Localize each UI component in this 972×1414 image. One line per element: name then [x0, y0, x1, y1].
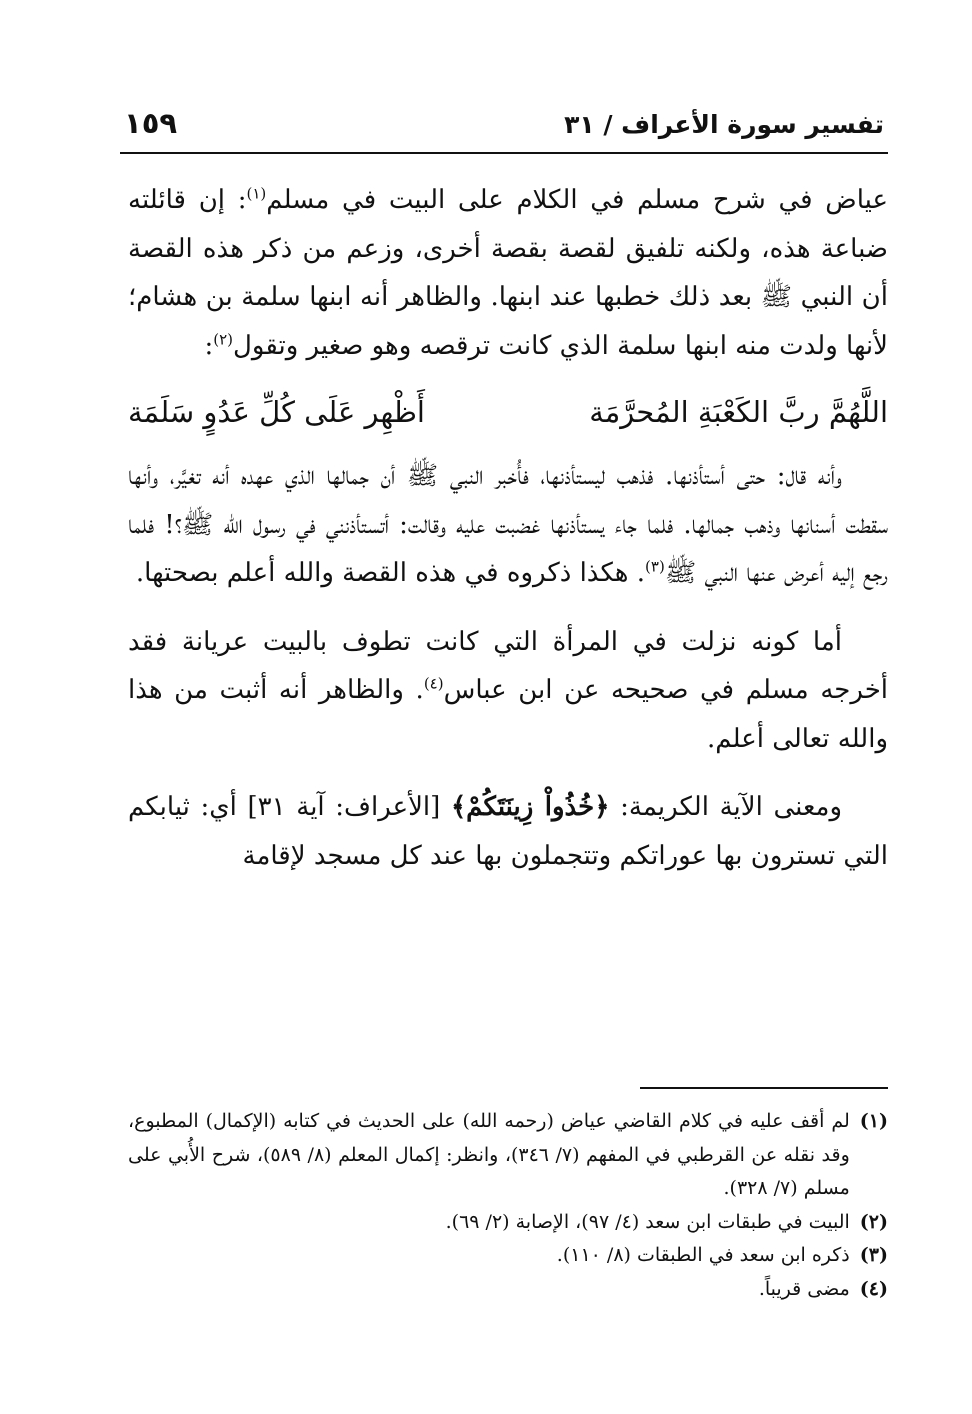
footnote	[128, 1105, 888, 1206]
p3-text-a: أما كونه نزلت في المرأة التي كانت تطوف بالبيت عريانة فقد أخرجه مسلم في صحيحه عن ابن عباس	[128, 626, 888, 705]
paragraph-4	[128, 783, 888, 880]
quran-quote: ﴿خُذُواْ زِينَتَكُمْ﴾	[450, 792, 610, 822]
footnote	[128, 1206, 888, 1240]
p4-text-a: ومعنى الآية الكريمة:	[609, 792, 842, 822]
footnote-ref-1: (١)	[246, 184, 267, 203]
footnote-number: (٤)	[859, 1277, 888, 1300]
footnote-number: (٢)	[859, 1210, 888, 1233]
footnote-text: لم أقف عليه في كلام القاضي عياض (رحمه الله) على الحديث في كتابه (الإكمال) المطبوع، وقد نقله عن القرطبي في المفهم (٧/ ٣٤٦)، وانظر: إكمال المعلم (٨/ ٥٨٩)، شرح الأُبي على مسلم (٧/ ٣٢٨).	[128, 1110, 850, 1199]
footnote-number: (١)	[859, 1110, 888, 1132]
p1-text-a: عياض في شرح مسلم في الكلام على البيت في مسلم	[266, 185, 888, 215]
footnote-ref-3: (٣)	[645, 557, 665, 576]
footnote-text: البيت في طبقات ابن سعد (٤/ ٩٧)، الإصابة (٢/ ٦٩).	[445, 1210, 850, 1233]
footnote-number: (٣)	[859, 1244, 888, 1266]
poetry-verse	[128, 390, 888, 434]
verse-second-hemistich: أَظْهِر عَلَى كُلِّ عَدُوٍ سَلَمَة	[128, 395, 425, 429]
p3-text-b: . والظاهر أنه أثبت من هذا والله تعالى أعلم.	[128, 675, 888, 754]
footnote-ref-2: (٢)	[213, 329, 233, 348]
footnote-ref-4: (٤)	[423, 674, 444, 693]
footnote	[128, 1239, 888, 1273]
page-header	[120, 100, 888, 154]
p4-text-b: [الأعراف: آية ٣١] أي: ثيابكم التي تسترون بها عوراتكم وتتجملون بها عند كل مسجد لإقامة	[128, 792, 888, 871]
footnotes	[128, 1105, 888, 1306]
paragraph-1	[128, 176, 888, 370]
paragraph-3	[128, 618, 888, 764]
p1-text-c: :	[204, 330, 214, 361]
page-number: ١٥٩	[124, 106, 178, 140]
paragraph-2	[128, 452, 888, 598]
footnote-separator	[640, 1087, 888, 1089]
verse-first-hemistich: اللَّهُمَّ ربَّ الكَعْبَةِ المُحرَّمَة	[589, 395, 888, 429]
p2-text-b: . هكذا ذكروه في هذه القصة والله أعلم بصحتها.	[135, 558, 646, 588]
running-title: تفسير سورة الأعراف / ٣١	[564, 110, 884, 139]
p1-text-b: : إن قائلته ضباعة هذه، ولكنه تلفيق لقصة بقصة أخرى، وزعم من ذكر هذه القصة أن النبي ﷺ بعد ذلك خطبها عند ابنها. والظاهر أنه ابنها سلمة بن هشام؛ لأنها ولدت منه ابنها سلمة الذي كانت ترقصه وهو صغير وتقول	[128, 185, 888, 361]
footnote-text: ذكره ابن سعد في الطبقات (٨/ ١١٠).	[556, 1244, 850, 1266]
footnote-text: مضى قريباً.	[758, 1277, 850, 1300]
main-text	[128, 176, 888, 880]
footnote	[128, 1273, 888, 1307]
p2-text-a: وأنه قال: حتى أستأذنها. فذهب ليستأذنها، فأُخبر النبي ﷺ أن جمالها الذي عهده أنه تغيَّر، وأنها سقطت أسنانها وذهب جمالها. فلما جاء يستأذنها غضبت عليه وقالت: أتستأذنني في رسول الله ﷺ؟! فلما رجع إليه أعرض عنها النبي ﷺ	[128, 461, 888, 588]
